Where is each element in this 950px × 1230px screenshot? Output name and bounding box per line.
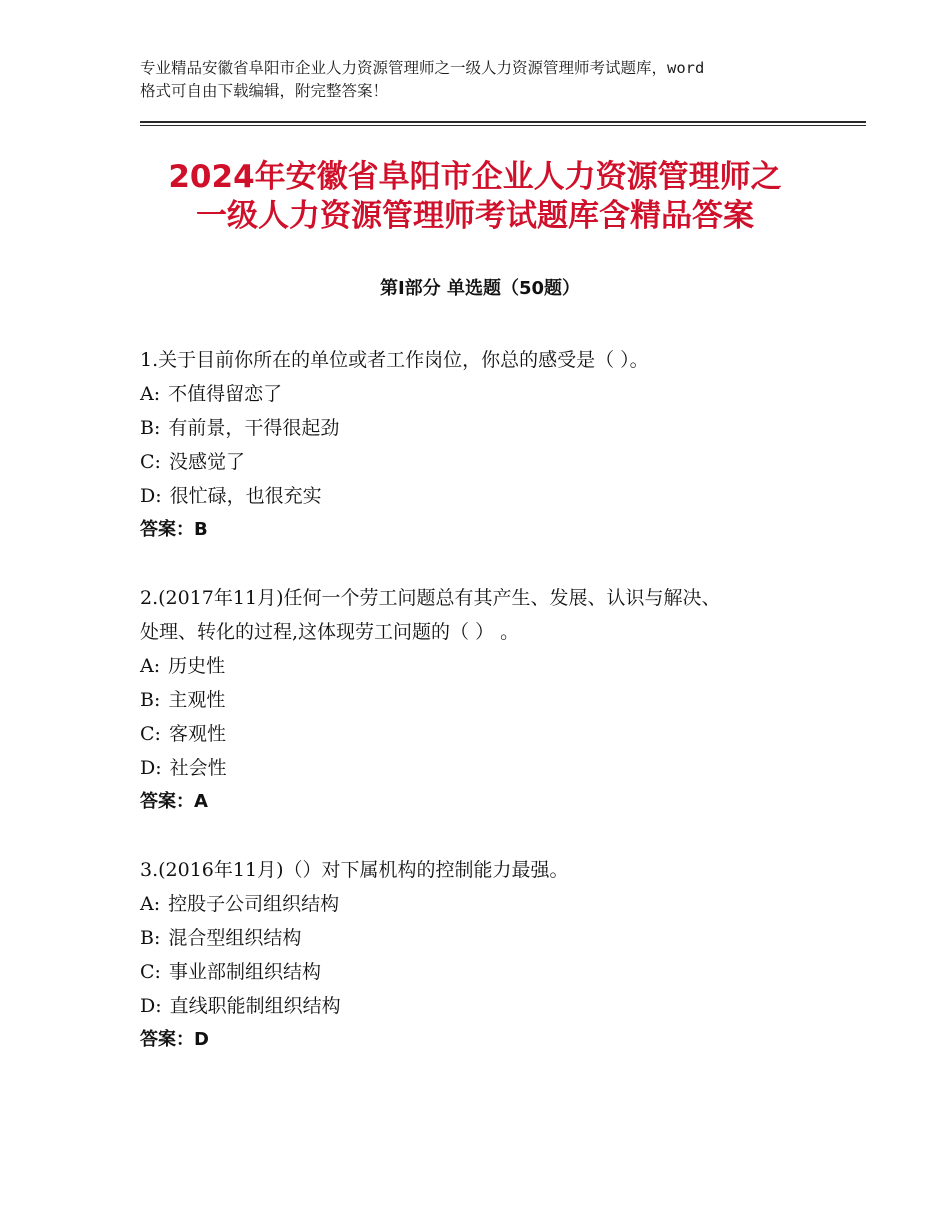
option-c <box>140 955 840 989</box>
question-stem-line-1: 2.(2017年11月)任何一个劳工问题总有其产生、发展、认识与解决、 <box>140 587 721 609</box>
option-letter: B: <box>140 927 161 949</box>
option-letter: D: <box>140 485 162 507</box>
option-text: 很忙碌，也很充实 <box>169 485 322 507</box>
option-d <box>140 989 840 1023</box>
option-text: 混合型组织结构 <box>168 927 302 949</box>
question-1 <box>140 343 840 547</box>
question-stem-line-2: 处理、转化的过程,这体现劳工问题的（ ） 。 <box>140 621 520 643</box>
option-letter: A: <box>140 383 161 405</box>
section-heading: 第Ⅰ部分 单选题（50题） <box>379 278 580 299</box>
header-divider-thin <box>140 125 866 126</box>
header-note-line-1: 专业精品安徽省阜阳市企业人力资源管理师之一级人力资源管理师考试题库，word <box>140 59 705 77</box>
document-title-line-2: 一级人力资源管理师考试题库含精品答案 <box>196 198 754 234</box>
question-stem: 1.关于目前你所在的单位或者工作岗位，你总的感受是（ ）。 <box>140 349 649 371</box>
option-text: 事业部制组织结构 <box>168 961 321 983</box>
option-text: 没感觉了 <box>168 451 245 473</box>
option-letter: D: <box>140 995 162 1017</box>
option-d <box>140 751 840 785</box>
option-letter: B: <box>140 689 161 711</box>
document-title <box>100 158 850 236</box>
answer-key: 答案：B <box>140 519 208 540</box>
option-letter: A: <box>140 893 161 915</box>
option-letter: D: <box>140 757 162 779</box>
option-a <box>140 377 840 411</box>
option-text: 社会性 <box>169 757 227 779</box>
answer-key: 答案：D <box>140 1029 209 1050</box>
header-note-line-2: 格式可自由下载编辑，附完整答案！ <box>140 82 389 100</box>
option-b <box>140 683 840 717</box>
option-a <box>140 649 840 683</box>
option-text: 不值得留恋了 <box>168 383 283 405</box>
question-stem: 3.(2016年11月)（）对下属机构的控制能力最强。 <box>140 859 569 881</box>
answer-key: 答案：A <box>140 791 208 812</box>
option-a <box>140 887 840 921</box>
question-list <box>140 343 840 1091</box>
header-divider-thick <box>140 121 866 123</box>
option-letter: C: <box>140 723 161 745</box>
option-letter: C: <box>140 451 161 473</box>
question-3 <box>140 853 840 1057</box>
option-c <box>140 717 840 751</box>
option-text: 历史性 <box>168 655 226 677</box>
option-letter: B: <box>140 417 161 439</box>
option-b <box>140 411 840 445</box>
option-text: 主观性 <box>168 689 226 711</box>
option-letter: C: <box>140 961 161 983</box>
option-text: 直线职能制组织结构 <box>169 995 341 1017</box>
option-b <box>140 921 840 955</box>
question-2 <box>140 581 840 819</box>
option-d <box>140 479 840 513</box>
option-text: 客观性 <box>168 723 226 745</box>
document-title-line-1: 2024年安徽省阜阳市企业人力资源管理师之 <box>168 159 782 195</box>
option-text: 有前景，干得很起劲 <box>168 417 340 439</box>
option-c <box>140 445 840 479</box>
option-text: 控股子公司组织结构 <box>168 893 340 915</box>
header-note <box>140 57 840 103</box>
option-letter: A: <box>140 655 161 677</box>
